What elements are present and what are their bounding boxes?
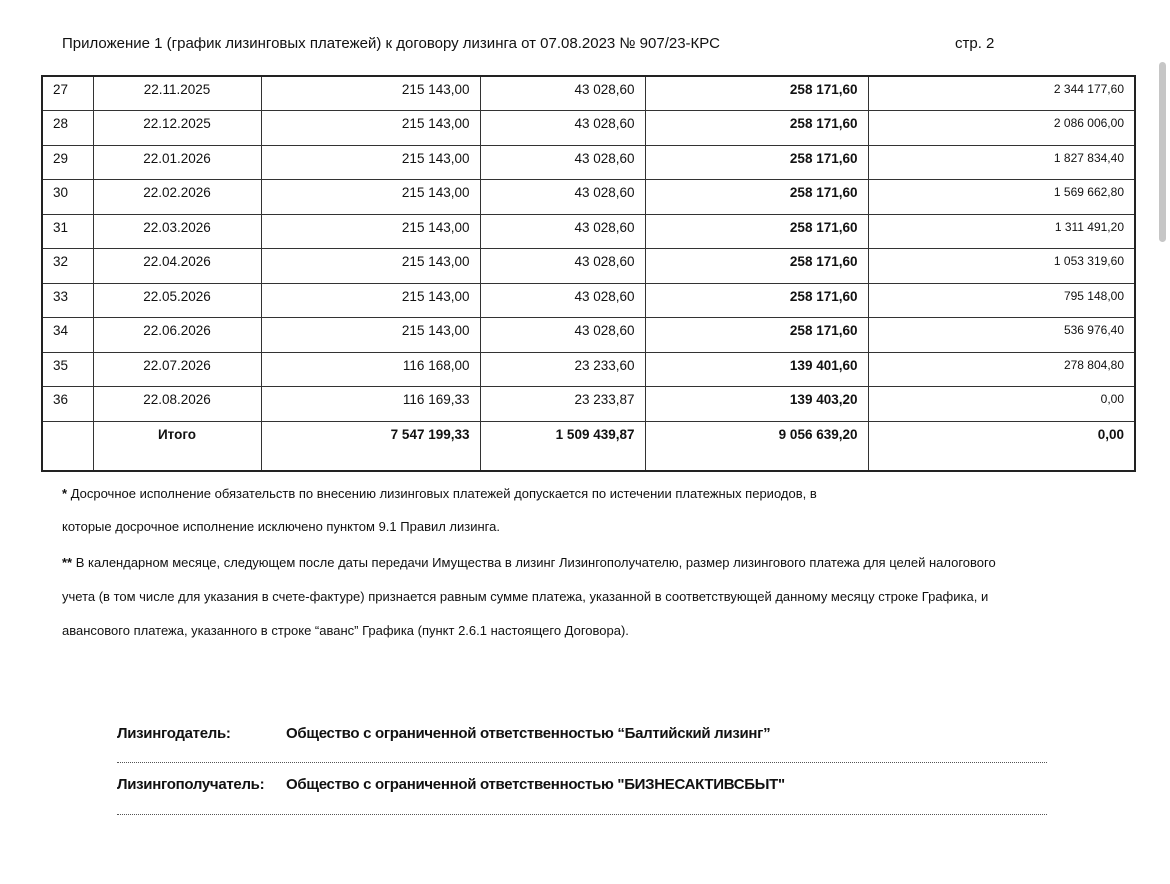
- row-number: 36: [42, 387, 93, 422]
- totals-vat: 1 509 439,87: [480, 421, 645, 471]
- row-date: 22.11.2025: [93, 76, 261, 111]
- row-balance: 1 569 662,80: [868, 180, 1135, 215]
- table-row: [42, 145, 1135, 180]
- row-balance: 278 804,80: [868, 352, 1135, 387]
- footnote-2-line-3: авансового платежа, указанного в строке “аванс” Графика (пункт 2.6.1 настоящего Договора).: [62, 623, 629, 638]
- row-vat: 43 028,60: [480, 180, 645, 215]
- row-total: 258 171,60: [645, 249, 868, 284]
- row-vat: 43 028,60: [480, 145, 645, 180]
- table-row: [42, 352, 1135, 387]
- totals-empty-cell: [42, 421, 93, 471]
- scrollbar-thumb[interactable]: [1159, 62, 1166, 242]
- page-number: стр. 2: [955, 35, 995, 52]
- footnote-1-line-2: которые досрочное исполнение исключено пунктом 9.1 Правил лизинга.: [62, 519, 500, 534]
- row-date: 22.07.2026: [93, 352, 261, 387]
- totals-amount: 7 547 199,33: [261, 421, 480, 471]
- footnote-2-mark: **: [62, 555, 73, 570]
- table-row: [42, 180, 1135, 215]
- row-vat: 23 233,87: [480, 387, 645, 422]
- row-number: 33: [42, 283, 93, 318]
- row-total: 258 171,60: [645, 283, 868, 318]
- row-total: 258 171,60: [645, 76, 868, 111]
- lessor-signature-line: [117, 762, 1047, 763]
- row-amount: 215 143,00: [261, 180, 480, 215]
- totals-balance: 0,00: [868, 421, 1135, 471]
- row-date: 22.02.2026: [93, 180, 261, 215]
- row-vat: 43 028,60: [480, 76, 645, 111]
- row-number: 34: [42, 318, 93, 353]
- row-total: 258 171,60: [645, 111, 868, 146]
- row-total: 258 171,60: [645, 214, 868, 249]
- row-amount: 215 143,00: [261, 318, 480, 353]
- row-vat: 43 028,60: [480, 214, 645, 249]
- footnote-2-line-1: [62, 555, 996, 570]
- row-date: 22.12.2025: [93, 111, 261, 146]
- table-row: [42, 76, 1135, 111]
- lessee-value: Общество с ограниченной ответственностью "БИЗНЕСАКТИВСБЫТ": [286, 776, 785, 793]
- payment-schedule-table: [41, 75, 1136, 472]
- totals-row: [42, 421, 1135, 471]
- footnote-1-mark: *: [62, 486, 68, 501]
- totals-label: Итого: [93, 421, 261, 471]
- row-balance: 2 344 177,60: [868, 76, 1135, 111]
- row-date: 22.05.2026: [93, 283, 261, 318]
- table-row: [42, 111, 1135, 146]
- row-balance: 1 053 319,60: [868, 249, 1135, 284]
- row-amount: 215 143,00: [261, 249, 480, 284]
- row-total: 258 171,60: [645, 145, 868, 180]
- row-number: 32: [42, 249, 93, 284]
- row-balance: 1 827 834,40: [868, 145, 1135, 180]
- row-date: 22.08.2026: [93, 387, 261, 422]
- row-number: 29: [42, 145, 93, 180]
- row-date: 22.04.2026: [93, 249, 261, 284]
- row-total: 139 401,60: [645, 352, 868, 387]
- row-balance: 795 148,00: [868, 283, 1135, 318]
- row-amount: 215 143,00: [261, 111, 480, 146]
- row-balance: 2 086 006,00: [868, 111, 1135, 146]
- lessor-label: Лизингодатель:: [117, 725, 231, 742]
- row-amount: 215 143,00: [261, 283, 480, 318]
- row-amount: 215 143,00: [261, 214, 480, 249]
- row-number: 28: [42, 111, 93, 146]
- row-vat: 43 028,60: [480, 318, 645, 353]
- row-total: 258 171,60: [645, 318, 868, 353]
- row-number: 31: [42, 214, 93, 249]
- row-total: 139 403,20: [645, 387, 868, 422]
- table-row: [42, 318, 1135, 353]
- footnote-1-line-1: [62, 486, 817, 501]
- row-balance: 536 976,40: [868, 318, 1135, 353]
- footnote-2-text-1: В календарном месяце, следующем после даты передачи Имущества в лизинг Лизингополучателю, размер лизингового платежа для целей налогового: [75, 555, 996, 570]
- row-date: 22.06.2026: [93, 318, 261, 353]
- totals-total: 9 056 639,20: [645, 421, 868, 471]
- vertical-scrollbar[interactable]: [1156, 60, 1170, 250]
- table-row: [42, 214, 1135, 249]
- row-amount: 116 168,00: [261, 352, 480, 387]
- row-vat: 23 233,60: [480, 352, 645, 387]
- row-date: 22.03.2026: [93, 214, 261, 249]
- lessor-value: Общество с ограниченной ответственностью “Балтийский лизинг”: [286, 725, 771, 742]
- row-vat: 43 028,60: [480, 283, 645, 318]
- table-row: [42, 249, 1135, 284]
- footnote-2-line-2: учета (в том числе для указания в счете-фактуре) признается равным сумме платежа, указанной в соответствующей данному месяцу строке Графика, и: [62, 589, 989, 604]
- row-number: 35: [42, 352, 93, 387]
- footnote-1-text-1: Досрочное исполнение обязательств по внесению лизинговых платежей допускается по истечении платежных периодов, в: [70, 486, 817, 501]
- lessee-label: Лизингополучатель:: [117, 776, 265, 793]
- row-vat: 43 028,60: [480, 111, 645, 146]
- lessee-signature-line: [117, 814, 1047, 815]
- document-title: Приложение 1 (график лизинговых платежей) к договору лизинга от 07.08.2023 № 907/23-КРС: [62, 35, 720, 52]
- table-row: [42, 283, 1135, 318]
- row-total: 258 171,60: [645, 180, 868, 215]
- row-number: 27: [42, 76, 93, 111]
- row-vat: 43 028,60: [480, 249, 645, 284]
- row-balance: 1 311 491,20: [868, 214, 1135, 249]
- table-row: [42, 387, 1135, 422]
- row-amount: 215 143,00: [261, 145, 480, 180]
- row-date: 22.01.2026: [93, 145, 261, 180]
- row-amount: 116 169,33: [261, 387, 480, 422]
- row-number: 30: [42, 180, 93, 215]
- row-amount: 215 143,00: [261, 76, 480, 111]
- row-balance: 0,00: [868, 387, 1135, 422]
